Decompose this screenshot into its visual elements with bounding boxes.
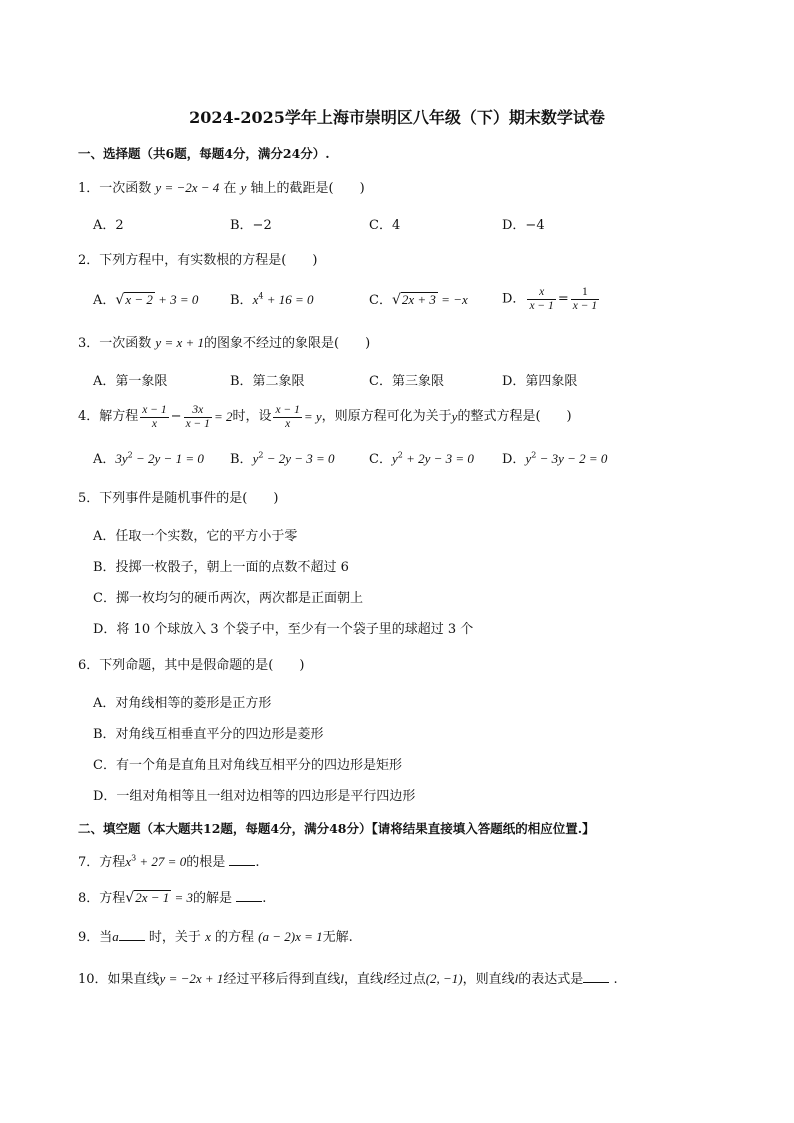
q4-b-term: y (252, 451, 259, 466)
q9-text-mid: 时，关于 (148, 930, 201, 945)
q3-option-d[interactable]: D．第四象限 (502, 374, 578, 389)
q4-text-post2: 的整式方程是( ) (457, 409, 572, 424)
q8-answer-blank[interactable] (236, 889, 262, 902)
q8-period: . (262, 891, 267, 906)
section-fill-heading: 二、填空题（本大题共12题，每题4分，满分48分）【请将结果直接填入答题纸的相应位置.】 (78, 821, 595, 836)
q4-b-rest: − 2y − 3 = 0 (263, 451, 335, 466)
q4-text-pre: 4．解方程 (78, 409, 139, 424)
q9-text-mid2: 的方程 (215, 930, 255, 945)
q4-option-d[interactable] (502, 451, 607, 468)
q5-option-b[interactable]: B．投掷一枚骰子，朝上一面的点数不超过 6 (93, 560, 349, 575)
q10-line-l-3: l (514, 971, 519, 986)
q4-b-exponent: 2 (258, 450, 264, 460)
q2-d-den2: x − 1 (572, 300, 598, 312)
q9-expression: (a − 2)x = 1 (258, 929, 323, 944)
q4-option-c[interactable] (369, 451, 474, 468)
q4-fraction-2 (184, 404, 212, 431)
section-choice-heading: 一、选择题（共6题，每题4分，满分24分）. (78, 146, 330, 161)
q2-a-radicand: x − 2 (125, 292, 153, 307)
q4-a-label: A． (93, 452, 116, 467)
q9-text-pre: 9．当 (78, 930, 113, 945)
q4-var-y: y (451, 409, 458, 424)
q3-text-pre: 3．一次函数 (78, 336, 152, 351)
q4-c-exponent: 2 (397, 450, 403, 460)
q3-expression: y = x + 1 (155, 335, 205, 350)
q3-option-a[interactable]: A．第一象限 (93, 374, 168, 389)
question-4 (78, 402, 572, 433)
q5-option-a[interactable]: A．任取一个实数，它的平方小于零 (93, 529, 298, 544)
q9-var-a: a (112, 929, 119, 944)
q2-option-c[interactable] (369, 292, 468, 309)
q3-text-post: 的图象不经过的象限是( ) (204, 336, 371, 351)
q8-radicand: 2x − 1 (135, 890, 170, 905)
q9-answer-blank[interactable] (119, 928, 145, 941)
q2-d-den1: x − 1 (529, 300, 554, 312)
q4-f2-den: x − 1 (185, 417, 210, 430)
q3-option-b[interactable]: B．第二象限 (230, 374, 305, 389)
q4-d-rest: − 3y − 2 = 0 (536, 451, 608, 466)
question-2: 2．下列方程中，有实数根的方程是( ) (78, 253, 318, 268)
q2-c-radicand: 2x + 3 (401, 292, 436, 307)
q5-option-d[interactable]: D．将 10 个球放入 3 个袋子中，至少有一个袋子里的球超过 3 个 (93, 622, 474, 637)
q8-text-post: 的解是 (193, 891, 233, 906)
q4-d-term: y (525, 451, 532, 466)
radical-sign: √ (115, 292, 125, 308)
question-9 (78, 928, 353, 946)
q10-point: (2, −1) (425, 971, 463, 986)
question-10 (78, 970, 618, 988)
q4-a-exponent: 2 (127, 450, 133, 460)
q1-text-post: 轴上的截距是( ) (250, 181, 365, 196)
q2-b-base: x (252, 292, 259, 307)
page-title: 2024-2025学年上海市崇明区八年级（下）期末数学试卷 (189, 108, 605, 127)
q2-b-exponent: 4 (258, 291, 264, 301)
q2-option-a[interactable] (93, 292, 198, 309)
q7-answer-blank[interactable] (229, 853, 255, 866)
question-1 (78, 180, 365, 197)
q4-equals-y: = y (303, 409, 322, 424)
q6-option-c[interactable]: C．有一个角是直角且对角线互相平分的四边形是矩形 (93, 758, 402, 773)
q7-text-pre: 7．方程 (78, 855, 126, 870)
q7-text-post: 的根是 (186, 855, 226, 870)
q1-option-c[interactable]: C．4 (369, 218, 401, 233)
q8-text-pre: 8．方程 (78, 891, 126, 906)
q4-a-rest: − 2y − 1 = 0 (132, 451, 204, 466)
radical-sign: √ (391, 292, 401, 308)
question-6: 6．下列命题，其中是假命题的是( ) (78, 658, 305, 673)
q2-d-fraction-2 (571, 286, 599, 313)
q2-a-label: A． (93, 293, 116, 308)
q4-c-rest: + 2y − 3 = 0 (402, 451, 474, 466)
q10-text-pre: 10．如果直线 (78, 972, 160, 987)
q2-a-rest: + 3 = 0 (154, 292, 199, 307)
q10-text-mid: 经过平移后得到直线 (223, 972, 341, 987)
q10-line-l-2: l (383, 971, 387, 986)
q4-b-label: B． (230, 452, 253, 467)
q4-d-label: D． (502, 452, 526, 467)
q10-text-mid4: ，则直线 (462, 972, 515, 987)
q2-d-fraction-1 (527, 286, 555, 313)
q9-text-post: 无解. (322, 930, 353, 945)
q6-option-b[interactable]: B．对角线互相垂直平分的四边形是菱形 (93, 727, 324, 742)
q4-equals-2: = 2 (213, 409, 233, 424)
q2-option-d[interactable] (502, 286, 601, 313)
q1-text-pre: 1．一次函数 (78, 181, 152, 196)
q4-f1-num: x − 1 (142, 403, 167, 416)
q4-fraction-3 (273, 404, 301, 431)
q2-d-num1: x (527, 286, 555, 300)
q2-option-b[interactable] (230, 292, 313, 309)
q10-line-l-1: l (340, 971, 345, 986)
q10-text-post: 的表达式是 (518, 972, 584, 987)
question-7 (78, 853, 260, 871)
radical-sign: √ (125, 890, 135, 906)
q5-option-c[interactable]: C．掷一枚均匀的硬币两次，两次都是正面朝上 (93, 591, 363, 606)
q4-option-a[interactable] (93, 451, 204, 468)
q4-minus: − (170, 409, 182, 424)
q2-c-label: C． (369, 293, 392, 308)
q4-f1-den: x (151, 417, 158, 430)
q7-base: x (125, 854, 132, 869)
q2-d-label: D． (502, 291, 526, 307)
question-3 (78, 335, 370, 352)
q8-expression-rest: = 3 (171, 890, 194, 905)
q4-d-exponent: 2 (531, 450, 537, 460)
q9-var-x: x (205, 929, 211, 944)
q10-text-mid3: 经过点 (386, 972, 426, 987)
q2-b-label: B． (230, 293, 253, 308)
q1-option-b[interactable]: B．−2 (230, 218, 272, 233)
q2-c-rest: = −x (437, 292, 468, 307)
q1-text-mid: 在 (223, 181, 237, 196)
q1-expression: y = −2x − 4 (155, 180, 220, 195)
q4-f2-num: 3x (184, 404, 212, 418)
q6-option-d[interactable]: D．一组对角相等且一组对边相等的四边形是平行四边形 (93, 789, 416, 804)
q2-d-num2: 1 (571, 286, 599, 300)
q2-b-rest: + 16 = 0 (263, 292, 314, 307)
q4-fraction-1 (140, 404, 168, 431)
q4-text-mid: 时，设 (232, 409, 272, 424)
q4-c-label: C． (369, 452, 392, 467)
q1-option-d[interactable]: D．−4 (502, 218, 545, 233)
q10-period: . (613, 972, 618, 987)
question-5: 5．下列事件是随机事件的是( ) (78, 491, 279, 506)
q4-c-term: y (391, 451, 398, 466)
q1-option-a[interactable]: A．2 (93, 218, 124, 233)
q1-var-y: y (240, 180, 247, 195)
q7-period: . (255, 855, 260, 870)
q2-d-equals: = (557, 291, 569, 307)
q7-expression-rest: + 27 = 0 (136, 854, 187, 869)
q10-text-mid2: ，直线 (344, 972, 384, 987)
q10-answer-blank[interactable] (583, 970, 609, 983)
question-8 (78, 889, 266, 907)
q7-exponent: 3 (131, 853, 137, 863)
q3-option-c[interactable]: C．第三象限 (369, 374, 444, 389)
q4-f3-num: x − 1 (275, 403, 300, 416)
q4-f3-den: x (285, 417, 291, 430)
q4-a-term: 3y (115, 451, 128, 466)
q4-option-b[interactable] (230, 451, 335, 468)
q4-text-post1: ，则原方程可化为关于 (321, 409, 452, 424)
q10-expression: y = −2x + 1 (159, 971, 224, 986)
q6-option-a[interactable]: A．对角线相等的菱形是正方形 (93, 696, 272, 711)
